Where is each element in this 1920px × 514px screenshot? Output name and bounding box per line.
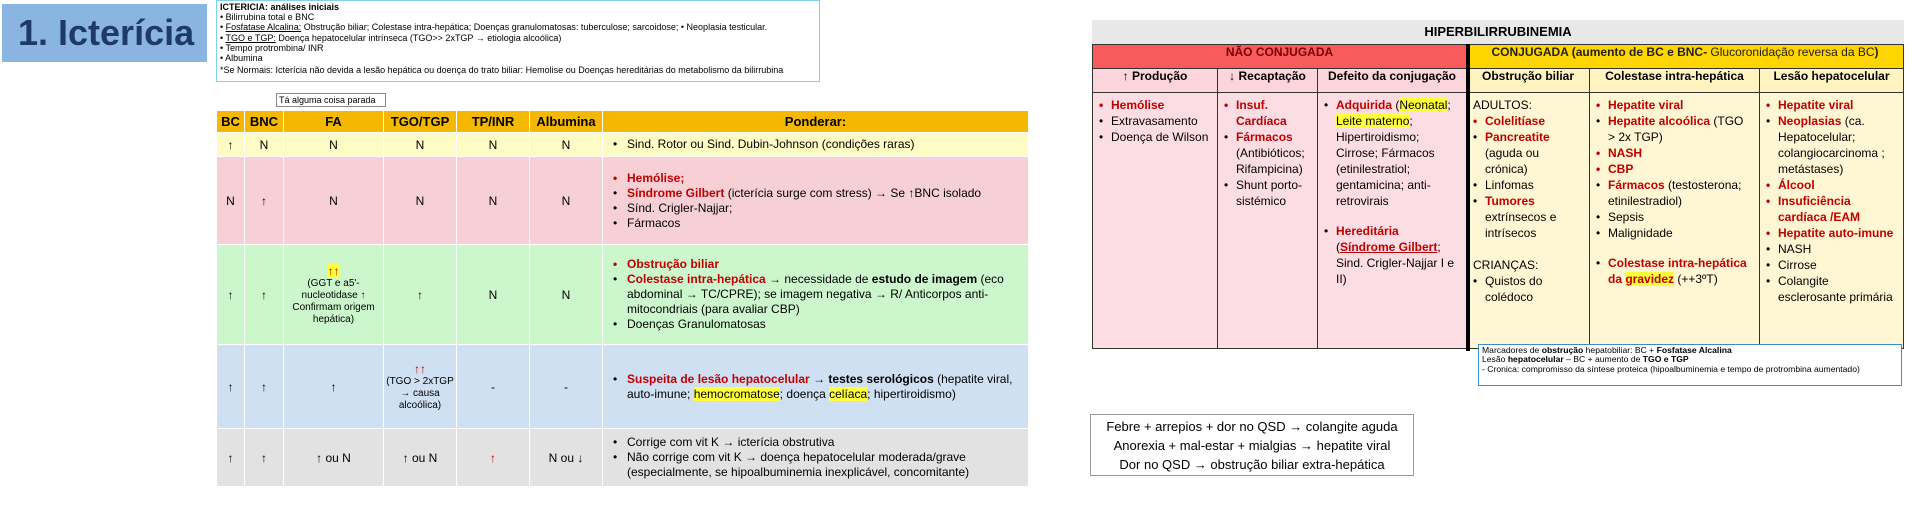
hyperbilirubinemia-title: HIPERBILIRRUBINEMIA xyxy=(1092,20,1904,44)
table-header-row xyxy=(217,111,1029,133)
subheader-row xyxy=(1093,69,1904,93)
subheader-obstrucao: Obstrução biliar xyxy=(1467,69,1590,93)
cell-tgo: N xyxy=(384,133,457,157)
col-header-ponderar: Ponderar: xyxy=(603,111,1029,133)
cell-alb: - xyxy=(530,345,603,429)
group-header-row xyxy=(1093,45,1904,69)
conjugada-divider xyxy=(1466,44,1470,351)
cell-fa: ↑ xyxy=(284,345,384,429)
col-header-fa: FA xyxy=(284,111,384,133)
cell-ponderar: • Corrige com vit K → icterícia obstrutiva • Não corrige com vit K → doença hepatocelular moderada/grave (especialmente, se hipoalbuminemia inexplicável, concomitante) xyxy=(603,429,1029,487)
cell-bnc: ↑ xyxy=(245,345,284,429)
cell-tp: N xyxy=(457,245,530,345)
cell-bnc: N xyxy=(245,133,284,157)
cell-tp: ↑ xyxy=(457,429,530,487)
notes-line: • Bilirrubina total e BNC xyxy=(220,12,315,23)
cell-conjugacao: • Adquirida (Neonatal; Leite materno; Hipertiroidismo; Cirrose; Fármacos (etinilestratiol; gentamicina; anti-retrovirais • Hereditária (Síndrome Gilbert; Sind. Crigler-Najjar I e II) xyxy=(1318,93,1467,349)
cell-fa: N xyxy=(284,133,384,157)
cell-alb: N xyxy=(530,133,603,157)
col-header-tgo-tgp: TGO/TGP xyxy=(384,111,457,133)
cell-tp: N xyxy=(457,157,530,245)
subheader-conjugacao: Defeito da conjugação xyxy=(1318,69,1467,93)
cell-fa: ↑ ou N xyxy=(284,429,384,487)
cell-tgo: ↑ ou N xyxy=(384,429,457,487)
cell-bnc: ↑ xyxy=(245,245,284,345)
lab-results-table xyxy=(216,110,1029,487)
cell-fa: N xyxy=(284,157,384,245)
cell-tgo: ↑ xyxy=(384,245,457,345)
notes-line: • Tempo protrombina/ INR xyxy=(220,42,324,53)
cell-bc: N xyxy=(217,157,245,245)
cell-obstrucao: ADULTOS: • Colelitíase • Pancreatite (aguda ou crónica) • Linfomas • Tumores extrínsecos e intrísecos CRIANÇAS: • Quistos do colédoco xyxy=(1467,93,1590,349)
table-row xyxy=(217,345,1029,429)
clue-line: Anorexia + mal-estar + mialgias → hepatite viral xyxy=(1113,438,1391,453)
notes-line: *Se Normais: Icterícia não devida a lesão hepática ou doença do trato biliar: Hemolise ou Doenças hereditárias do metabolismo da bilirrubina xyxy=(220,65,784,76)
cell-bnc: ↑ xyxy=(245,157,284,245)
cell-ponderar: • Suspeita de lesão hepatocelular → testes serológicos (hepatite viral, auto-imune; hemocromatose; doença celíaca; hipertiroidismo) xyxy=(603,345,1029,429)
cell-fa: ↑↑ (GGT e a5'-nucleotidase ↑ Confirmam origem hepática) xyxy=(284,245,384,345)
content-row xyxy=(1093,93,1904,349)
cell-tp: - xyxy=(457,345,530,429)
subheader-colestase: Colestase intra-hepática xyxy=(1590,69,1760,93)
notes-line: • TGO e TGP: Doença hepatocelular intrínseca (TGO>> 2xTGP → etiologia alcoólica) xyxy=(220,32,562,43)
clinical-clues-box xyxy=(1090,414,1414,476)
cell-tgo: ↑↑ (TGO > 2xTGP → causa alcoólica) xyxy=(384,345,457,429)
conjugada-header: CONJUGADA (aumento de BC e BNC- Glucoronidação reversa da BC) xyxy=(1467,45,1904,69)
table-row xyxy=(217,133,1029,157)
cell-alb: N xyxy=(530,157,603,245)
cell-bc: ↑ xyxy=(217,245,245,345)
cell-ponderar: • Sind. Rotor ou Sind. Dubin-Johnson (condições raras) xyxy=(603,133,1029,157)
notes-line: • Albumina xyxy=(220,53,263,64)
table-row xyxy=(217,157,1029,245)
col-header-albumina: Albumina xyxy=(530,111,603,133)
cell-bc: ↑ xyxy=(217,133,245,157)
cell-ponderar: • Obstrução biliar • Colestase intra-hepática → necessidade de estudo de imagem (eco abdominal → TC/CPRE); se imagem negativa → R/ Anticorpos anti-mitocondriais (para avaliar CBP) • Doenças Granulomatosas xyxy=(603,245,1029,345)
cell-bc: ↑ xyxy=(217,429,245,487)
table-row xyxy=(217,429,1029,487)
hyperbilirubinemia-table xyxy=(1092,20,1904,349)
notes-heading: ICTERICIA: análises iniciais xyxy=(220,2,340,12)
page-title: 1. Icterícia xyxy=(2,4,207,62)
col-header-bnc: BNC xyxy=(245,111,284,133)
clue-line: Febre + arrepios + dor no QSD → colangite aguda xyxy=(1106,419,1398,434)
clue-line: Dor no QSD → obstrução biliar extra-hepática xyxy=(1119,457,1385,472)
nao-conjugada-header: NÃO CONJUGADA xyxy=(1093,45,1467,69)
notes-line: • Fosfatase Alcalina: Obstrução biliar; Colestase intra-hepática; Doenças granulomatosas: tuberculose; sarcoidose; • Neoplasia testicular. xyxy=(220,22,768,33)
subheader-producao: ↑ Produção xyxy=(1093,69,1218,93)
comment-note[interactable]: Tá alguma coisa parada xyxy=(276,93,386,107)
cell-recaptacao: • Insuf. Cardíaca • Fármacos (Antibióticos; Rifampicina) • Shunt porto-sistémico xyxy=(1218,93,1318,349)
col-header-tp-inr: TP/INR xyxy=(457,111,530,133)
cell-producao: • Hemólise • Extravasamento • Doença de Wilson xyxy=(1093,93,1218,349)
cell-bnc: ↑ xyxy=(245,429,284,487)
subheader-recaptacao: ↓ Recaptação xyxy=(1218,69,1318,93)
cell-tgo: N xyxy=(384,157,457,245)
cell-tp: N xyxy=(457,133,530,157)
cell-lesao: • Hepatite viral • Neoplasias (ca. Hepatocelular; colangiocarcinoma ; metástases) • Álcool • Insuficiência cardíaca /EAM • Hepatite auto-imune • NASH • Cirrose • Colangite esclerosante primária xyxy=(1760,93,1904,349)
cell-ponderar: • Hemólise; • Síndrome Gilbert (icterícia surge com stress) → Se ↑BNC isolado • Sínd. Crigler-Najjar; • Fármacos xyxy=(603,157,1029,245)
table-row xyxy=(217,245,1029,345)
cell-colestase: • Hepatite viral • Hepatite alcoólica (TGO > 2x TGP) • NASH • CBP • Fármacos (testosterona; etinilestradiol) • Sepsis • Malignidade • Colestase intra-hepática da gravidez (++3ºT) xyxy=(1590,93,1760,349)
cell-alb: N ou ↓ xyxy=(530,429,603,487)
subheader-lesao: Lesão hepatocelular xyxy=(1760,69,1904,93)
cell-alb: N xyxy=(530,245,603,345)
col-header-bc: BC xyxy=(217,111,245,133)
markers-note: Marcadores de obstrução hepatobiliar: BC + Fosfatase Alcalina Lesão hepatocelular – BC + aumento de TGO e TGP - Cronica: compromisso da síntese proteica (hipoalbuminemia e tempo de protrombina aumentado) xyxy=(1478,344,1902,386)
initial-analyses-notes xyxy=(216,0,820,82)
cell-bc: ↑ xyxy=(217,345,245,429)
